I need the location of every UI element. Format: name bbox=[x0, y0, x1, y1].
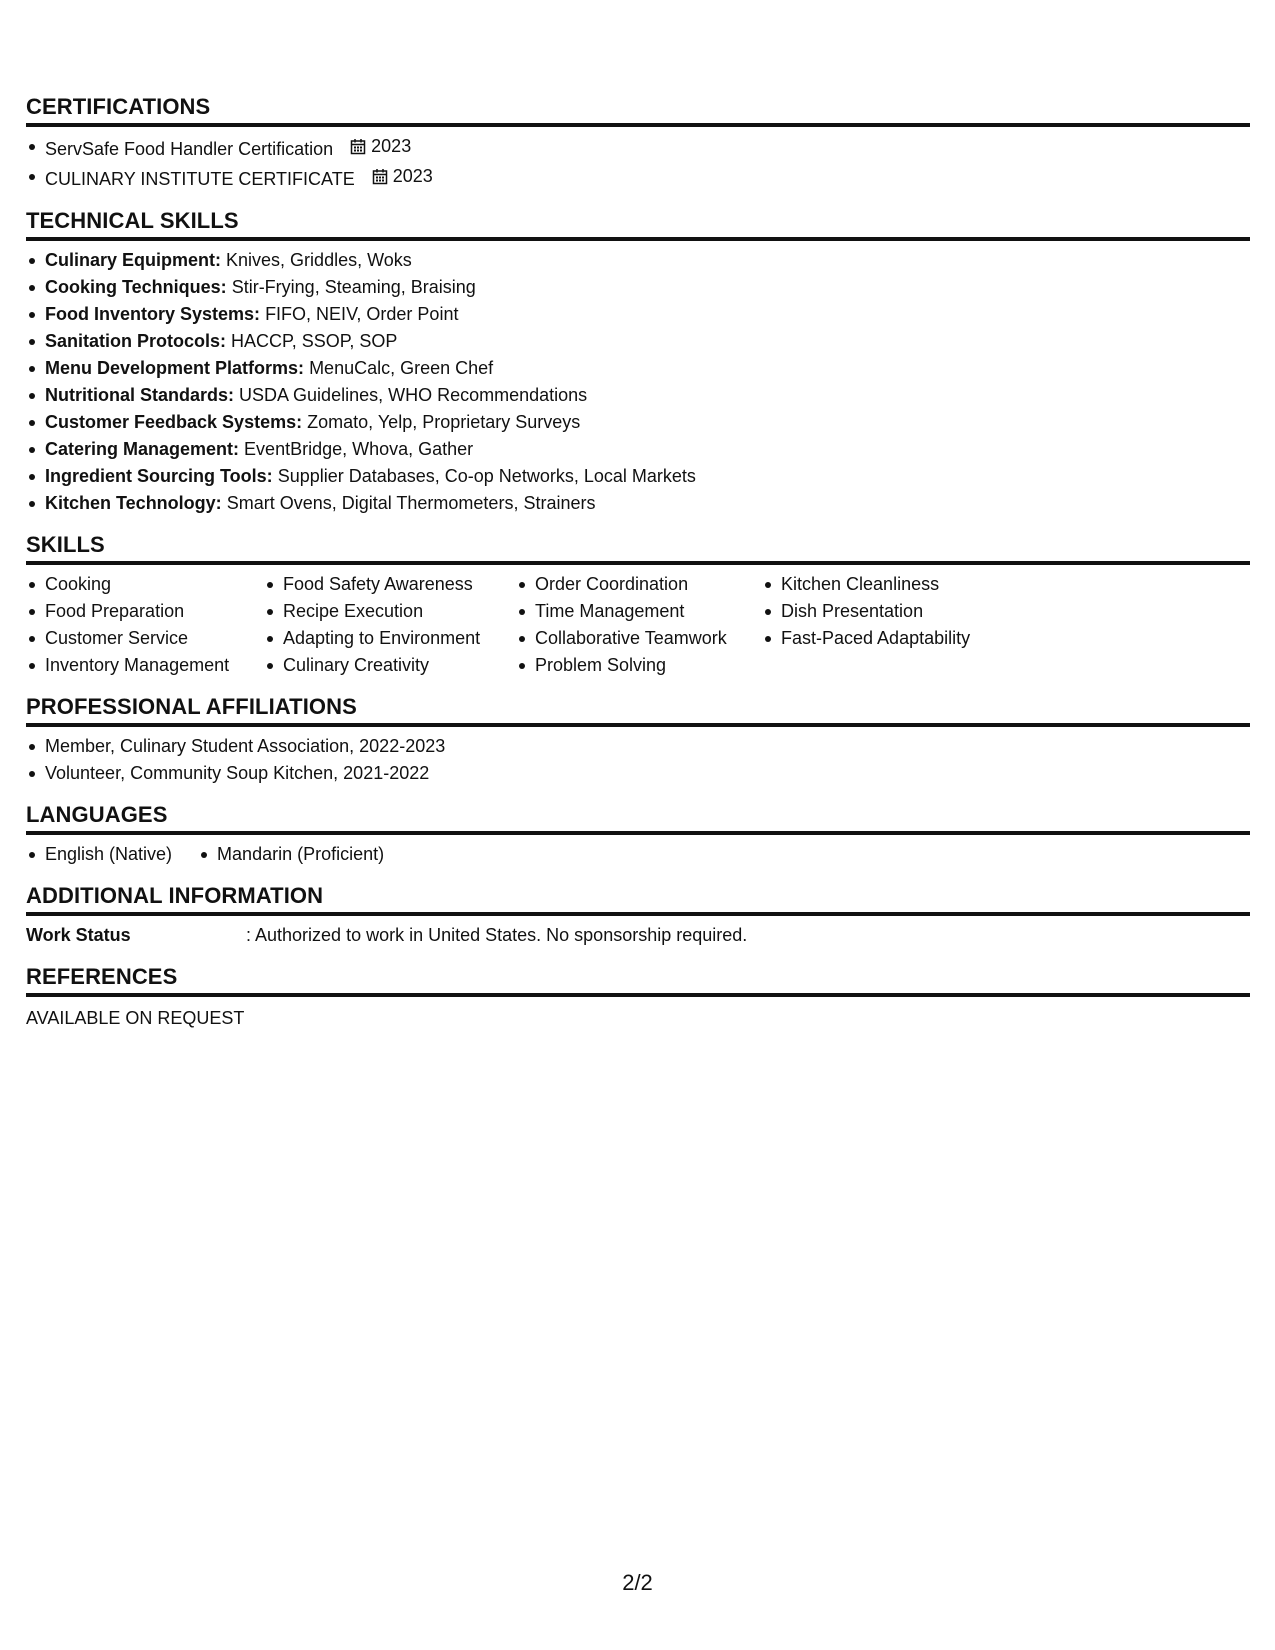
additional-info-section bbox=[26, 882, 1250, 949]
skill-item: Inventory Management bbox=[26, 652, 264, 679]
skill-item: Kitchen Cleanliness bbox=[762, 571, 1022, 598]
technical-skill-item bbox=[26, 355, 1250, 382]
skill-item: Fast-Paced Adaptability bbox=[762, 625, 1022, 652]
languages-heading: LANGUAGES bbox=[26, 801, 1250, 835]
work-status-label: Work Status bbox=[26, 925, 131, 945]
skill-item: Cooking bbox=[26, 571, 264, 598]
skill-item: Food Safety Awareness bbox=[264, 571, 516, 598]
skills-column bbox=[762, 571, 1022, 679]
certifications-section bbox=[26, 93, 1250, 193]
work-status-value: : Authorized to work in United States. No sponsorship required. bbox=[246, 925, 748, 945]
languages-section bbox=[26, 801, 1250, 868]
languages-list bbox=[26, 841, 1250, 868]
technical-skill-value: Zomato, Yelp, Proprietary Surveys bbox=[307, 412, 581, 432]
technical-skill-key: Ingredient Sourcing Tools: bbox=[45, 466, 273, 486]
technical-skill-value: Supplier Databases, Co-op Networks, Local Markets bbox=[277, 466, 696, 486]
references-section bbox=[26, 963, 1250, 1032]
references-text: AVAILABLE ON REQUEST bbox=[26, 1008, 245, 1028]
technical-skill-value: HACCP, SSOP, SOP bbox=[231, 331, 398, 351]
page-number: 2/2 bbox=[622, 1570, 653, 1595]
technical-skill-item bbox=[26, 463, 1250, 490]
technical-skill-key: Nutritional Standards: bbox=[45, 385, 235, 405]
skill-item: Problem Solving bbox=[516, 652, 762, 679]
skills-heading: SKILLS bbox=[26, 531, 1250, 565]
technical-skills-section bbox=[26, 207, 1250, 517]
certifications-heading: CERTIFICATIONS bbox=[26, 93, 1250, 127]
skill-item: Order Coordination bbox=[516, 571, 762, 598]
technical-skill-value: FIFO, NEIV, Order Point bbox=[265, 304, 459, 324]
affiliation-item: Member, Culinary Student Association, 2022-2023 bbox=[26, 733, 1250, 760]
technical-skill-item bbox=[26, 247, 1250, 274]
technical-skill-key: Menu Development Platforms: bbox=[45, 358, 305, 378]
skill-item: Dish Presentation bbox=[762, 598, 1022, 625]
certification-date bbox=[372, 163, 433, 190]
technical-skill-value: Stir-Frying, Steaming, Braising bbox=[231, 277, 476, 297]
references-heading: REFERENCES bbox=[26, 963, 1250, 997]
certification-name: CULINARY INSTITUTE CERTIFICATE bbox=[45, 169, 355, 189]
affiliation-item: Volunteer, Community Soup Kitchen, 2021-2022 bbox=[26, 760, 1250, 787]
technical-skill-key: Customer Feedback Systems: bbox=[45, 412, 303, 432]
affiliations-list bbox=[26, 733, 1250, 787]
certification-year: 2023 bbox=[392, 166, 433, 186]
technical-skill-key: Food Inventory Systems: bbox=[45, 304, 261, 324]
skills-column bbox=[516, 571, 762, 679]
certifications-list bbox=[26, 133, 1250, 193]
technical-skill-value: Knives, Griddles, Woks bbox=[226, 250, 412, 270]
certification-item bbox=[26, 163, 1250, 193]
skills-grid bbox=[26, 571, 1250, 679]
technical-skill-key: Culinary Equipment: bbox=[45, 250, 222, 270]
affiliations-heading: PROFESSIONAL AFFILIATIONS bbox=[26, 693, 1250, 727]
work-status-row bbox=[26, 922, 1250, 949]
technical-skill-value: EventBridge, Whova, Gather bbox=[244, 439, 474, 459]
certification-item bbox=[26, 133, 1250, 163]
skill-item: Culinary Creativity bbox=[264, 652, 516, 679]
additional-info-heading: ADDITIONAL INFORMATION bbox=[26, 882, 1250, 916]
skill-item: Customer Service bbox=[26, 625, 264, 652]
technical-skill-key: Cooking Techniques: bbox=[45, 277, 227, 297]
technical-skills-list bbox=[26, 247, 1250, 517]
technical-skill-item bbox=[26, 274, 1250, 301]
skills-section bbox=[26, 531, 1250, 679]
technical-skill-value: Smart Ovens, Digital Thermometers, Strainers bbox=[226, 493, 596, 513]
language-item: Mandarin (Proficient) bbox=[198, 841, 384, 868]
technical-skill-item bbox=[26, 301, 1250, 328]
resume-page bbox=[26, 93, 1250, 1046]
technical-skill-item bbox=[26, 436, 1250, 463]
technical-skill-key: Sanitation Protocols: bbox=[45, 331, 227, 351]
technical-skill-item bbox=[26, 382, 1250, 409]
skill-item: Food Preparation bbox=[26, 598, 264, 625]
skills-column bbox=[26, 571, 264, 679]
skill-item: Recipe Execution bbox=[264, 598, 516, 625]
technical-skill-value: MenuCalc, Green Chef bbox=[309, 358, 494, 378]
language-item: English (Native) bbox=[26, 841, 172, 868]
skill-item: Collaborative Teamwork bbox=[516, 625, 762, 652]
technical-skill-item bbox=[26, 328, 1250, 355]
skills-column bbox=[264, 571, 516, 679]
certification-name: ServSafe Food Handler Certification bbox=[45, 139, 334, 159]
technical-skill-key: Kitchen Technology: bbox=[45, 493, 222, 513]
technical-skill-key: Catering Management: bbox=[45, 439, 240, 459]
technical-skills-heading: TECHNICAL SKILLS bbox=[26, 207, 1250, 241]
skill-item: Time Management bbox=[516, 598, 762, 625]
technical-skill-item bbox=[26, 490, 1250, 517]
skill-item: Adapting to Environment bbox=[264, 625, 516, 652]
certification-year: 2023 bbox=[371, 136, 412, 156]
affiliations-section bbox=[26, 693, 1250, 787]
technical-skill-value: USDA Guidelines, WHO Recommendations bbox=[239, 385, 588, 405]
calendar-icon bbox=[350, 138, 366, 155]
technical-skill-item bbox=[26, 409, 1250, 436]
calendar-icon bbox=[372, 168, 388, 185]
certification-date bbox=[350, 133, 411, 160]
